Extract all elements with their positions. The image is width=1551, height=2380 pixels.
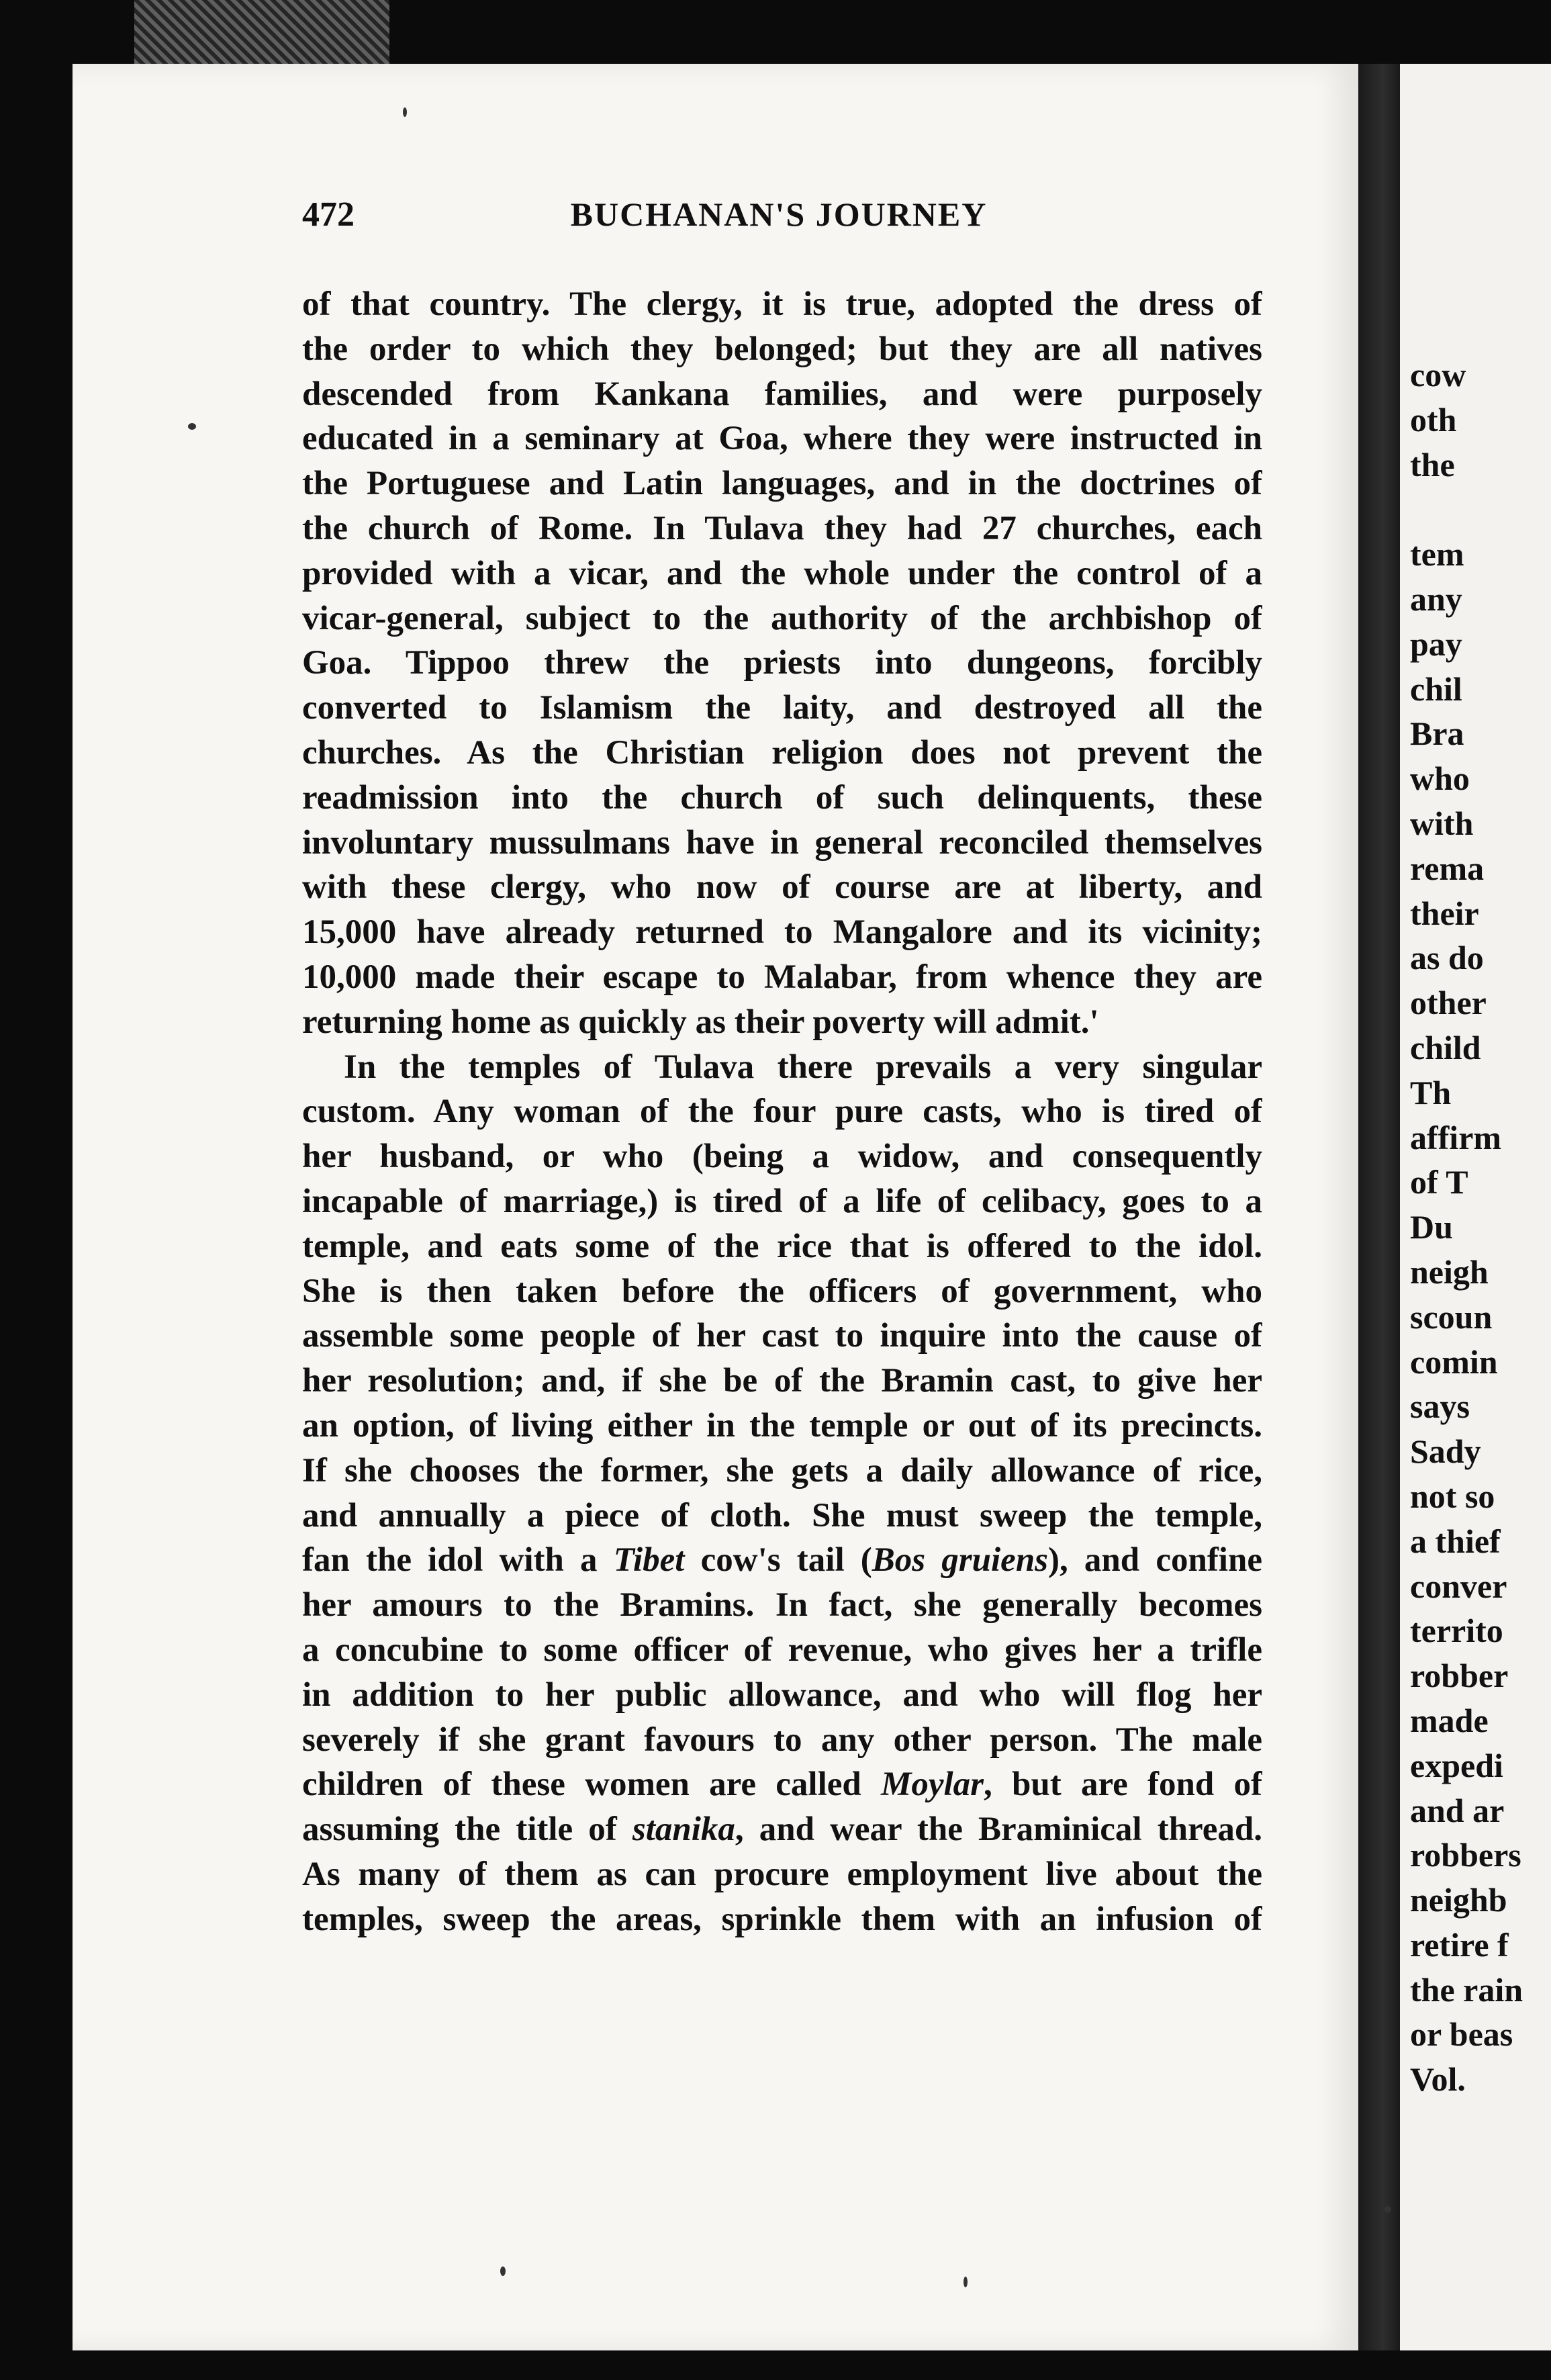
text-line: custom. Any woman of the four pure casts, who is tired of [302,1093,1262,1131]
right-fragment: pay [1410,625,1462,663]
right-fragment: the [1410,445,1455,484]
right-fragment: cow [1410,356,1466,394]
right-fragment: says [1410,1387,1470,1426]
right-fragment: Vol. [1410,2060,1466,2099]
right-fragment: other [1410,984,1487,1022]
right-fragment: made [1410,1701,1489,1739]
running-title: BUCHANAN'S JOURNEY [570,195,988,233]
text-line: churches. As the Christian religion does not prevent the [302,733,1262,772]
text-line: If she chooses the former, she gets a daily allowance of rice, [302,1451,1262,1490]
text-line: severely if she grant favours to any other person. The male [302,1721,1262,1759]
right-fragment: rema [1410,849,1485,887]
right-fragment: neighb [1410,1881,1507,1919]
right-fragment: Bra [1410,715,1464,753]
text-line: temples, sweep the areas, sprinkle them with an infusion of [302,1900,1262,1938]
italic-term: stanika [632,1811,735,1849]
text-line: educated in a seminary at Goa, where they were instructed in [302,420,1262,458]
page-header [302,195,1256,242]
text-line: the order to which they belonged; but they are all natives [302,330,1262,368]
text-line: Goa. Tippoo threw the priests into dungeons, forcibly [302,644,1262,682]
right-fragment: or beas [1410,2015,1513,2054]
text-line: and annually a piece of cloth. She must sweep the temple, [302,1496,1262,1535]
text-line: her husband, or who (being a widow, and consequently [302,1138,1262,1176]
text-line: her amours to the Bramins. In fact, she generally becomes [302,1586,1262,1624]
text-line: in addition to her public allowance, and who will flog her [302,1676,1262,1714]
text-line: vicar-general, subject to the authority of the archbishop of [302,599,1262,637]
ink-speck [963,2277,968,2287]
text-line-with-italics [302,1807,1262,1852]
text-line: descended from Kankana families, and were purposely [302,375,1262,413]
right-fragment [1410,487,1551,532]
right-fragment: tem [1410,535,1464,574]
right-fragment: child [1410,1028,1481,1066]
text-line: returning home as quickly as their poverty will admit.' [302,1003,1099,1041]
right-fragment: robbers [1410,1836,1521,1874]
right-fragment: oth [1410,400,1457,439]
scan-corner-artifact [134,0,389,64]
text-line: the church of Rome. In Tulava they had 27 churches, each [302,509,1262,547]
text-line: of that country. The clergy, it is true, adopted the dress of [302,285,1262,323]
right-fragment: of T [1410,1163,1468,1201]
right-fragment: Sady [1410,1432,1481,1471]
text-line: involuntary mussulmans have in general reconciled themselves [302,823,1262,862]
right-fragment: Du [1410,1208,1453,1246]
right-fragment: territo [1410,1612,1503,1650]
right-fragment: retire f [1410,1925,1509,1964]
text-line-with-italics [302,1762,1262,1807]
right-fragment: as do [1410,939,1484,977]
right-fragment: their [1410,894,1479,932]
right-fragment: with [1410,804,1474,842]
right-fragment: the rain [1410,1970,1523,2009]
right-fragment: affirm [1410,1118,1502,1156]
right-fragment: a thief [1410,1522,1501,1560]
right-fragment: expedi [1410,1746,1503,1784]
text-line: a concubine to some officer of revenue, who gives her a trifle [302,1631,1262,1669]
right-fragment: any [1410,580,1462,618]
text-line: her resolution; and, if she be of the Bramin cast, to give her [302,1362,1262,1400]
text-line: As many of them as can procure employment live about the [302,1855,1262,1893]
text-line: temple, and eats some of the rice that is offered to the idol. [302,1227,1262,1265]
right-fragment: neigh [1410,1252,1489,1291]
ink-speck [1384,2206,1391,2213]
right-fragment: chil [1410,670,1462,708]
ink-speck [403,107,407,117]
italic-term: Tibet [613,1541,685,1580]
text-line: with these clergy, who now of course are at liberty, and [302,868,1262,907]
text-line: readmission into the church of such delinquents, these [302,778,1262,817]
text-segment: fan the idol with a [302,1541,614,1580]
italic-term: Bos gruiens [872,1541,1049,1580]
text-line: 10,000 made their escape to Malabar, from whence they are [302,958,1262,996]
page-number: 472 [302,195,355,234]
text-line-with-italics [302,1538,1262,1583]
text-line: 15,000 have already returned to Mangalore and its vicinity; [302,913,1262,952]
text-segment: cow's tail ( [684,1541,872,1580]
ink-speck [188,423,196,430]
text-segment: , but are fond of [984,1766,1262,1804]
text-line: She is then taken before the officers of government, who [302,1272,1262,1310]
text-line: an option, of living either in the temple or out of its precincts. [302,1406,1262,1445]
text-line: assemble some people of her cast to inquire into the cause of [302,1317,1262,1355]
right-fragment: who [1410,760,1470,798]
right-fragment: not so [1410,1477,1495,1515]
right-fragment: Th [1410,1073,1452,1111]
right-fragment: comin [1410,1342,1498,1381]
right-fragment: and ar [1410,1791,1505,1829]
text-segment: , and wear the Braminical thread. [735,1811,1262,1849]
text-line: provided with a vicar, and the whole under the control of a [302,554,1262,592]
ink-speck [500,2267,506,2276]
text-segment: assuming the title of [302,1811,632,1849]
text-line: converted to Islamism the laity, and destroyed all the [302,689,1262,727]
right-page-text-fragments [1410,353,1551,2102]
text-line: incapable of marriage,) is tired of a life of celibacy, goes to a [302,1182,1262,1220]
right-fragment: scoun [1410,1297,1493,1336]
italic-term: Moylar [881,1766,984,1804]
body-text [302,282,1262,1941]
text-segment: ), and confine [1048,1541,1262,1580]
right-page [1400,64,1551,2350]
text-segment: children of these women are called [302,1766,881,1804]
right-fragment: robber [1410,1657,1509,1695]
right-fragment: conver [1410,1567,1507,1605]
book-gutter [1358,64,1400,2350]
text-line: the Portuguese and Latin languages, and in the doctrines of [302,465,1262,503]
text-line: In the temples of Tulava there prevails a very singular [344,1048,1262,1086]
